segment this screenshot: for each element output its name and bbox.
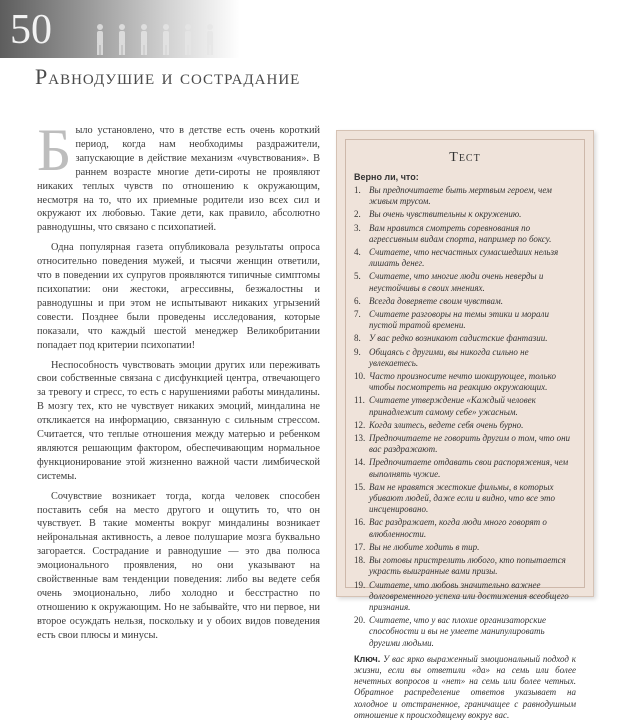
test-question-item — [354, 433, 576, 455]
test-question-number: 2. — [354, 209, 361, 220]
test-title: Тест — [449, 150, 481, 165]
test-question-item — [354, 542, 576, 553]
test-question-item — [354, 420, 576, 431]
people-figures-decoration — [92, 22, 222, 56]
test-question-number: 11. — [354, 395, 365, 406]
test-question-number: 9. — [354, 346, 361, 357]
test-question-item — [354, 580, 576, 614]
test-question-number: 7. — [354, 309, 361, 320]
drop-cap: Б — [37, 117, 72, 183]
test-question-text: У вас редко возникают садистские фантазии. — [369, 333, 548, 344]
test-question-text: Предпочитаете не говорить другим о том, что они вас раздражают. — [369, 433, 571, 455]
test-question-text: Часто произносите нечто шокирующее, только чтобы посмотреть на реакцию окружающих. — [369, 371, 556, 393]
test-question-text: Считаете, что многие люди очень неверды и неустойчивы в своих мнениях. — [369, 271, 544, 293]
page-number: 50 — [10, 7, 52, 53]
page-header — [0, 0, 240, 58]
test-question-text: Считаете, что любовь значительно важнее долговременного успеха или достижения всеобщего признания. — [369, 579, 569, 612]
test-question-item — [354, 296, 576, 307]
test-question-item — [354, 457, 576, 479]
test-question-item — [354, 185, 576, 207]
test-question-text: Считаете, что у вас плохие организаторские способности и вы не умеете манипулировать другими людьми. — [369, 615, 546, 648]
test-question-number: 6. — [354, 295, 361, 306]
test-question-number: 19. — [354, 579, 366, 590]
test-question-number: 20. — [354, 615, 366, 626]
paragraph-1 — [37, 117, 320, 235]
test-question-number: 5. — [354, 271, 361, 282]
test-key-text: У вас ярко выраженный эмоциональный подход к жизни, если вы ответили «да» на семь или более нечетных вопросов и «нет» на семь или более четных. Обратное распределение ответов указывает на холодное и отстраненное, граничащее с равнодушным отношение к происходящему вокруг вас. — [354, 653, 577, 720]
test-question-number: 16. — [354, 517, 366, 528]
test-question-item — [354, 371, 576, 393]
test-question-number: 8. — [354, 333, 361, 344]
test-question-item — [354, 209, 576, 220]
test-question-item — [354, 615, 576, 649]
test-intro: Верно ли, что: — [354, 172, 419, 182]
test-box — [336, 130, 594, 720]
test-question-text: Вы готовы пристрелить любого, кто попытается украсть выигранные вами призы. — [369, 555, 566, 577]
test-question-item — [354, 555, 576, 577]
test-question-text: Вы предпочитаете быть мертвым героем, чем живым трусом. — [369, 185, 552, 207]
test-key — [354, 654, 576, 721]
test-question-item — [354, 482, 576, 516]
test-question-item — [354, 223, 576, 245]
paragraph-1-text: ыло установлено, что в детстве есть очень короткий период, когда нам необходимы раздражители, запускающие в действие механизм «чувствования». В раннем возрасте многие дети-сироты не проявляют никаких теплых чувств по отношению к окружающим, несмотря на то, что их приемные родители изо всех сил и окружают их любовью. Такие дети, как правило, абсолютно равнодушны, что связано с психопатией. — [37, 125, 320, 234]
test-question-number: 13. — [354, 433, 366, 444]
test-question-number: 3. — [354, 222, 361, 233]
test-question-text: Вам нравится смотреть соревнования по агрессивным видам спорта, например по боксу. — [369, 222, 552, 244]
test-question-text: Когда злитесь, ведете себя очень бурно. — [369, 419, 524, 430]
test-question-number: 1. — [354, 185, 361, 195]
test-question-item — [354, 247, 576, 269]
test-question-item — [354, 271, 576, 293]
test-question-number: 14. — [354, 457, 366, 468]
test-question-number: 12. — [354, 419, 366, 430]
test-question-number: 10. — [354, 371, 366, 382]
test-question-item — [354, 309, 576, 331]
chapter-title: Равнодушие и сострадание — [35, 64, 301, 89]
test-question-text: Вы очень чувствительны к окружению. — [369, 209, 522, 220]
test-question-text: Вы не любите ходить в тир. — [369, 541, 480, 552]
paragraph-2: Одна популярная газета опубликовала результаты опроса относительно поведения мужей, и тысячи женщин ответили, что в поведении их супругов проявляются типичные симптомы психопатии: они жестоки, агрессивны, безжалостны и равнодушны и при этом не испытывают никаких угрызений совести. Позднее были проведены исследования, которые показали, что каждый шестой менеджер Великобритании попадает под критерии психопатии! — [37, 242, 320, 351]
test-question-text: Вас раздражает, когда люди много говорят о влюбленности. — [369, 517, 547, 539]
test-question-item — [354, 517, 576, 539]
paragraph-4: Сочувствие возникает тогда, когда человек способен поставить себя на место другого и ощутить то, что он чувствует. В такие моменты вокруг миндалины возникает нейрональная активность, а левое полушарие мозга буквально загорается. Сострадание и равнодушие — это два полюса эмоционального проявления, но они указывают на свойственные вам тенденции поведения: либо вы ведете себя очень эмоционально, либо холодно и бесстрастно по отношению к окружающим. Но не забывайте, что ни первое, ни второе осуждать нельзя, поскольку и у обоих видов поведения есть свои плюсы и минусы. — [37, 490, 320, 641]
test-question-number: 18. — [354, 555, 366, 566]
test-question-item — [354, 333, 576, 344]
test-question-text: Всегда доверяете своим чувствам. — [369, 295, 504, 306]
test-question-number: 4. — [354, 247, 361, 258]
test-question-text: Считаете разговоры на темы этики и морали пустой тратой времени. — [369, 309, 549, 331]
test-question-text: Считаете, что несчастных сумасшедших нельзя лишать денег. — [369, 247, 559, 269]
test-key-label: Ключ. — [354, 653, 381, 664]
test-question-number: 17. — [354, 541, 366, 552]
test-question-item — [354, 395, 576, 417]
test-question-text: Общаясь с другими, вы никогда сильно не увлекаетесь. — [369, 346, 529, 368]
paragraph-3: Неспособность чувствовать эмоции других или переживать свои собственные связана с дисфункцией центра, отвечающего за тревогу и стресс, то есть с нарушениями работы миндалины. В мозгу тех, кто не чувствует никаких эмоций, миндалина не откликается на информацию, связанную с сильным стрессом. Считается, что теплые отношения между матерью и ребенком являются решающим фактором, обеспечивающим нормальное функционирование этой жизненно важной части лимбической системы. — [37, 359, 320, 482]
test-question-text: Считаете утверждение «Каждый человек принадлежит самому себе» ужасным. — [369, 395, 536, 417]
test-question-item — [354, 347, 576, 369]
test-question-list — [354, 185, 576, 649]
test-question-number: 15. — [354, 481, 366, 492]
test-inner-frame — [345, 139, 585, 720]
body-text — [37, 117, 320, 649]
test-question-text: Вам не нравятся жестокие фильмы, в которых убивают людей, даже если и видно, что все это инсценировано. — [369, 481, 555, 515]
test-question-text: Предпочитаете отдавать свои распоряжения, чем выполнять чужие. — [369, 457, 569, 479]
